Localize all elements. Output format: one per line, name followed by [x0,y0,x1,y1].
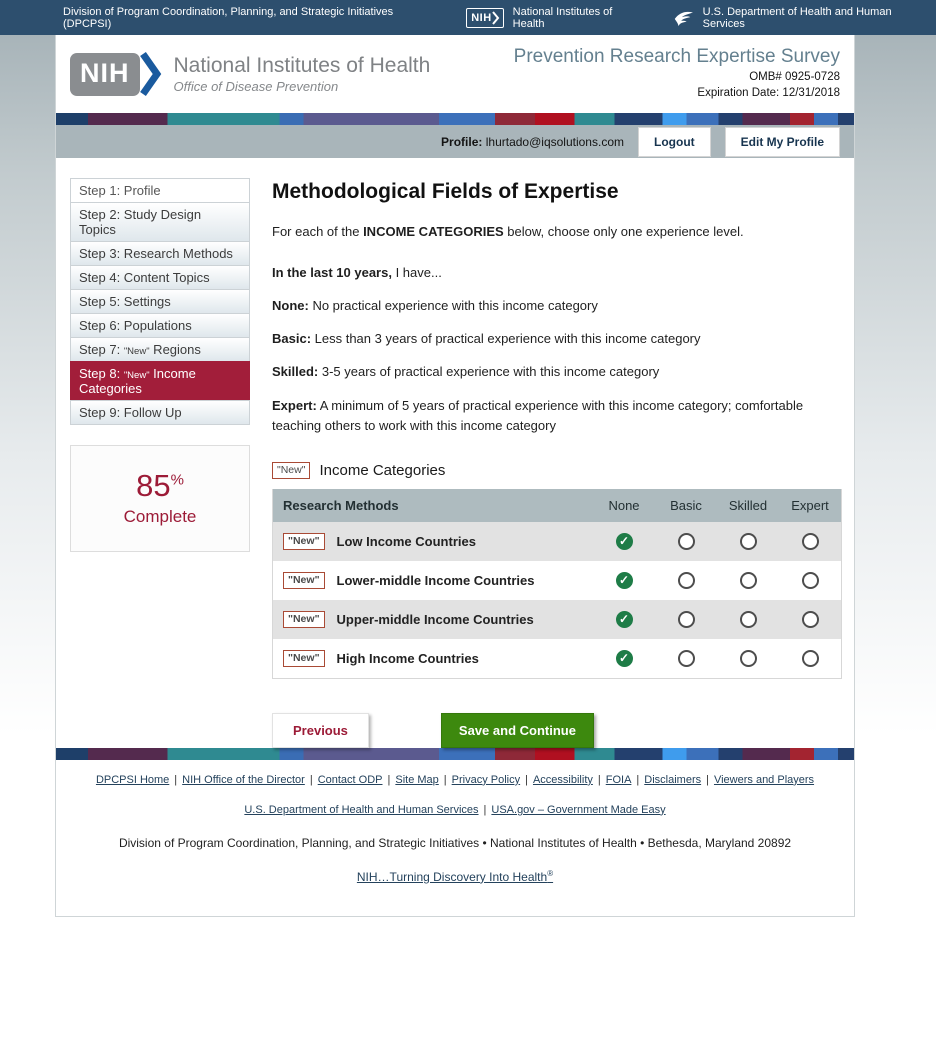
profile-email: lhurtado@iqsolutions.com [485,134,624,149]
hhs-link[interactable]: U.S. Department of Health and Human Services [702,5,892,30]
previous-button[interactable]: Previous [272,713,369,748]
new-badge: "New" [283,572,325,589]
income-categories-table [272,489,842,679]
office-name: Office of Disease Prevention [173,79,339,94]
radio-basic[interactable] [678,572,695,589]
profile-email-text [441,135,624,149]
footer-link-viewers-players[interactable]: | Viewers and Players [713,773,815,786]
legend-line: None: No practical experience with this income category [272,298,598,314]
sidebar-item-step-2[interactable]: Step 2: Study Design Topics [70,202,250,242]
nih-link[interactable]: National Institutes of Health [512,5,613,30]
footer-link-privacy-policy[interactable]: | Privacy Policy [451,773,521,786]
survey-title: Prevention Research Expertise Survey [513,46,840,68]
new-badge: "New" [283,611,325,628]
radio-expert[interactable] [802,572,819,589]
footer-link-dpcpsi-home[interactable]: DPCPSI Home [95,773,170,786]
expiration-date: Expiration Date: 12/31/2018 [697,87,840,99]
radio-expert[interactable] [802,611,819,628]
radio-none[interactable] [616,533,633,550]
column-header-skilled: Skilled [728,497,768,513]
sidebar-item-step-7[interactable]: Step 7: "New" Regions [70,337,250,362]
column-header-none: None [608,497,640,513]
top-government-bar [0,0,936,35]
step-sidebar [70,178,250,748]
sidebar-item-step-5[interactable]: Step 5: Settings [70,289,250,314]
radio-skilled[interactable] [740,650,757,667]
profile-label: Profile: [441,134,483,149]
save-and-continue-button[interactable]: Save and Continue [441,713,594,748]
page-title: Methodological Fields of Expertise [272,180,619,203]
intro-text: For each of the INCOME CATEGORIES below, choose only one experience level. [272,224,744,239]
radio-basic[interactable] [678,611,695,628]
table-row [273,639,841,678]
footer-link-foia[interactable]: | FOIA [605,773,632,786]
new-badge: "New" [272,462,310,479]
nih-logo-chevron-icon [140,51,164,97]
progress-label: Complete [123,507,197,526]
footer-links-row-1 [56,774,854,786]
footer-link-accessibility[interactable]: | Accessibility [532,773,593,786]
table-row [273,522,841,561]
radio-none[interactable] [616,650,633,667]
column-header-research-methods: Research Methods [283,497,399,513]
dpcpsi-link[interactable]: Division of Program Coordination, Planning, and Strategic Initiatives (DPCPSI) [63,5,394,30]
decorative-color-stripe [56,113,854,125]
radio-basic[interactable] [678,650,695,667]
sidebar-item-step-6[interactable]: Step 6: Populations [70,313,250,338]
nih-logo-acronym: NIH [70,53,140,96]
action-buttons [272,713,842,748]
content-area [56,158,854,748]
table-row [273,561,841,600]
radio-basic[interactable] [678,533,695,550]
section-label-text: Income Categories [319,461,446,479]
masthead [56,35,854,113]
sidebar-item-step-8-active[interactable]: Step 8: "New" Income Categories [70,361,250,401]
row-label: Upper-middle Income Countries [336,611,534,627]
survey-header-info [514,46,840,101]
nih-mini-chevron-icon [492,11,500,25]
footer-link-hhs[interactable]: U.S. Department of Health and Human Services [244,803,479,816]
footer-tagline-link[interactable]: NIH…Turning Discovery Into Health® [356,868,554,884]
progress-box [70,445,250,552]
table-row [273,600,841,639]
footer-link-disclaimers[interactable]: | Disclaimers [644,773,702,786]
footer-links-row-2 [56,804,854,816]
legend-line: Skilled: 3-5 years of practical experience with this income category [272,364,660,380]
page-footer [56,760,854,916]
footer-link-usagov[interactable]: | USA.gov – Government Made Easy [491,803,666,816]
new-badge: "New" [283,533,325,550]
column-header-expert: Expert [791,497,829,513]
radio-skilled[interactable] [740,611,757,628]
progress-percent: 85% [136,468,184,503]
logout-button[interactable]: Logout [638,127,711,157]
experience-legend [272,263,842,436]
legend-line: Basic: Less than 3 years of practical experience with this income category [272,331,701,347]
radio-none[interactable] [616,572,633,589]
main-panel [250,178,842,748]
footer-link-nih-office-director[interactable]: | NIH Office of the Director [182,773,305,786]
footer-link-contact-odp[interactable]: | Contact ODP [317,773,383,786]
sidebar-item-step-9[interactable]: Step 9: Follow Up [70,400,250,425]
radio-expert[interactable] [802,533,819,550]
page-background [0,35,936,917]
row-label: Lower-middle Income Countries [336,572,535,588]
hhs-eagle-icon [672,8,694,28]
survey-page [55,35,855,917]
sidebar-item-step-1[interactable]: Step 1: Profile [70,178,250,203]
column-header-basic: Basic [670,497,702,513]
radio-skilled[interactable] [740,572,757,589]
nih-mini-logo [466,8,503,28]
percent-sign: % [170,471,184,489]
omb-number: OMB# 0925-0728 [749,71,840,84]
sidebar-item-step-3[interactable]: Step 3: Research Methods [70,241,250,266]
footer-address: Division of Program Coordination, Planning, and Strategic Initiatives • National Institutes of Health • Bethesda, Maryland 20892 [118,835,792,850]
footer-tagline [56,868,854,886]
edit-profile-button[interactable]: Edit My Profile [725,127,840,157]
nih-logo [70,51,164,97]
new-label: "New" [123,370,150,381]
footer-color-stripe [56,748,854,760]
legend-line: Expert: A minimum of 5 years of practical experience with this income category; comfortable teaching others to work with this income category [272,397,804,433]
brand-text [174,54,431,94]
new-label: "New" [123,346,150,357]
org-name: National Institutes of Health [173,54,431,77]
new-badge: "New" [283,650,325,667]
sidebar-item-step-4[interactable]: Step 4: Content Topics [70,265,250,290]
radio-expert[interactable] [802,650,819,667]
radio-none[interactable] [616,611,633,628]
nih-odp-brand [70,51,430,97]
profile-bar [56,125,854,158]
radio-skilled[interactable] [740,533,757,550]
row-label: Low Income Countries [336,533,476,549]
row-label: High Income Countries [336,650,479,666]
nih-mini-logo-text: NIH [471,11,492,24]
table-header-row [273,489,841,522]
footer-link-site-map[interactable]: | Site Map [395,773,439,786]
legend-line: In the last 10 years, I have... [272,265,442,280]
section-label [272,462,842,479]
